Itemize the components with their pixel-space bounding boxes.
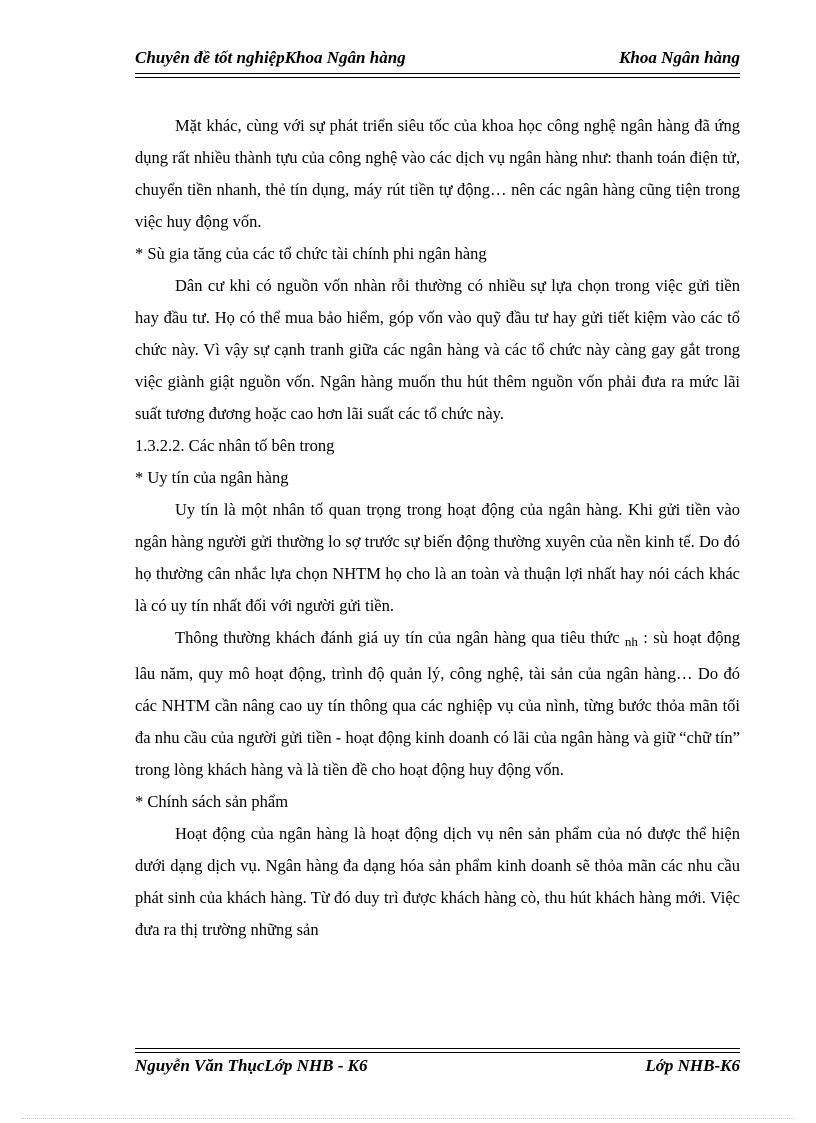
paragraph-reputation-criteria-rest: : sù hoạt động lâu năm, quy mô hoạt động, trình độ quản lý, công nghệ, tài sản của ngân hàng… Do đó các NHTM cần nâng cao uy tín thông qua các nghiệp vụ của nình, từng bước thỏa mãn tối đa nhu cầu của người gửi tiền - hoạt động kinh doanh có lãi của ngân hàng và giữ “chữ tín” trong lòng khách hàng và là tiền đề cho hoạt động huy động vốn. xyxy=(135,628,740,779)
page-footer xyxy=(135,1046,740,1080)
footer-rule xyxy=(135,1052,740,1053)
footer-author: Nguyễn Văn ThụcLớp NHB - K6 xyxy=(135,1056,368,1075)
heading-bank-reputation: * Uy tín của ngân hàng xyxy=(135,468,289,487)
paragraph-reputation-criteria xyxy=(135,622,740,786)
paragraph-reputation-criteria-start: Thông thường khách đánh giá uy tín của ngân hàng qua tiêu thức xyxy=(175,628,625,647)
header-title: Chuyên đề tốt nghiệpKhoa Ngân hàng xyxy=(135,48,406,67)
section-heading-internal-factors: 1.3.2.2. Các nhân tố bên trong xyxy=(135,436,335,455)
paragraph-competition: Dân cư khi có nguồn vốn nhàn rỗi thường có nhiều sự lựa chọn trong việc gửi tiền hay đầu tư. Họ có thể mua bảo hiểm, góp vốn vào quỹ đầu tư hay gửi tiết kiệm vào các tổ chức này. Vì vậy sự cạnh tranh giữa các ngân hàng và các tổ chức này càng gay gắt trong việc giành giật nguồn vốn. Ngân hàng muốn thu hút thêm nguồn vốn phải đưa ra mức lãi suất tương đương hoặc cao hơn lãi suất các tổ chức này. xyxy=(135,276,740,423)
header-rule-thin xyxy=(135,77,740,78)
footer-class: Lớp NHB-K6 xyxy=(645,1056,740,1075)
header-department: Khoa Ngân hàng xyxy=(619,48,740,67)
paragraph-reputation: Uy tín là một nhân tố quan trọng trong hoạt động của ngân hàng. Khi gửi tiền vào ngân hàng người gửi thường lo sợ trước sự biến động thường xuyên của nền kinh tế. Do đó họ thường cân nhắc lựa chọn NHTM họ cho là an toàn và thuận lợi nhất hay nói cách khác là có uy tín nhất đối với người gửi tiền. xyxy=(135,500,740,615)
heading-nonbank-institutions: * Sù gia tăng của các tổ chức tài chính phi ngân hàng xyxy=(135,244,487,263)
subscript-note: nh xyxy=(624,634,638,649)
header-rule xyxy=(135,73,740,74)
paragraph-tech-development: Mặt khác, cùng với sự phát triển siêu tốc của khoa học công nghệ ngân hàng đã ứng dụng rất nhiều thành tựu của công nghệ vào các dịch vụ ngân hàng như: thanh toán điện tử, chuyển tiền nhanh, thẻ tín dụng, máy rút tiền tự động… nên các ngân hàng cũng tiện trong việc huy động vốn. xyxy=(135,116,740,231)
heading-product-policy: * Chính sách sản phẩm xyxy=(135,792,289,811)
page-edge-divider xyxy=(22,1118,794,1119)
footer-rule-thin xyxy=(135,1048,740,1049)
paragraph-product-policy: Hoạt động của ngân hàng là hoạt động dịch vụ nên sản phẩm của nó được thể hiện dưới dạng dịch vụ. Ngân hàng đa dạng hóa sản phẩm kinh doanh sẽ thỏa mãn các nhu cầu phát sinh của khách hàng. Từ đó duy trì được khách hàng cò, thu hút khách hàng mới. Việc đưa ra thị trường những sản xyxy=(135,824,740,939)
document-body xyxy=(135,110,740,946)
page-header xyxy=(135,48,740,76)
